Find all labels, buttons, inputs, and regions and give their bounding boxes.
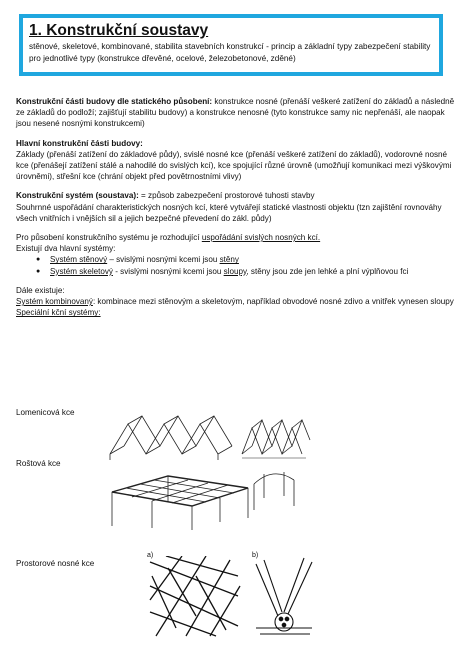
- section-text: Dále existuje:: [16, 285, 65, 295]
- underlined-text: Systém stěnový: [50, 255, 108, 265]
- section-text: Existují dva hlavní systémy:: [16, 244, 116, 254]
- figure-tag-b: b): [252, 552, 259, 559]
- section-text: Základy (přenáší zatížení do základové půdy), svislé nosné kce (přenáší veškeré zatížení do základů), vodorovné nosné kce (přenášejí zatížení stálé a nahodilé do svislých kcí), kce spojující různé úrovně (umožňují komunikaci mezi výškovými úrovněmi), střešní kce (chrání objekt před povětrnostními vlivy): [16, 149, 452, 182]
- paragraph-system-definition: [16, 190, 460, 201]
- paragraph-static-parts: [16, 96, 460, 130]
- document-body: [16, 96, 460, 318]
- underlined-text: sloupy: [223, 266, 247, 276]
- section-heading: Hlavní konstrukční části budovy:: [16, 138, 143, 148]
- list-item: [40, 254, 460, 265]
- paragraph-decisive: [16, 232, 460, 243]
- text-span: – svislými nosnými kcemi jsou: [107, 255, 220, 265]
- joint-node-illustration: [252, 556, 316, 638]
- underlined-text: stěny: [219, 255, 239, 265]
- text-span: : kombinace mezi stěnovým a skeletovým, například obvodové nosné zdivo a vnitřek vynesen sloupy: [92, 297, 454, 307]
- list-item: [40, 266, 460, 277]
- section-heading: Konstrukční části budovy dle statického působení:: [16, 97, 213, 106]
- folded-plate-illustration: [102, 410, 312, 462]
- underlined-text: Systém kombinovaný: [16, 297, 93, 307]
- section-heading: Konstrukční systém (soustava):: [16, 191, 139, 201]
- text-span: - svislými nosnými kcemi jsou: [112, 266, 224, 276]
- paragraph-combined: [16, 296, 460, 307]
- page-title: 1. Konstrukční soustavy: [29, 22, 209, 39]
- text-span: Pro působení konstrukčního systému je rozhodující: [16, 233, 202, 243]
- figure-label-space: Prostorové nosné kce: [16, 559, 95, 568]
- special-systems-heading: Speciální kční systémy:: [16, 308, 101, 318]
- figure-tag-a: a): [147, 552, 154, 559]
- bullet-list: [16, 254, 460, 276]
- grid-structure-illustration: [98, 462, 298, 532]
- section-text: = způsob zabezpečení prostorové tuhosti stavby: [138, 191, 315, 201]
- section-text: Souhrnné uspořádání charakteristických nosných kcí, které vytvářejí statické vlastnosti objektu (tzn zajištění rovnováhy všech vnitřních i vnějších sil a jejich bezpečné převedení do zákl. půdy): [16, 202, 442, 223]
- figure-label-folded: Lomenicová kce: [16, 408, 75, 417]
- figure-label-grid: Roštová kce: [16, 459, 61, 468]
- space-frame-illustration: [146, 556, 242, 638]
- text-span: , stěny jsou zde jen lehké a plní výplňovou fci: [246, 266, 409, 276]
- page-subtitle: stěnové, skeletové, kombinované, stabilita stavebních konstrukcí - princip a základní typy zabezpečení stability pro jednotlivé typy (konstrukce dřevěné, ocelové, železobetonové, zděné): [29, 42, 431, 63]
- underlined-text: Systém skeletový: [50, 266, 113, 276]
- underlined-text: uspořádání svislých nosných kcí.: [201, 233, 321, 243]
- section-text: konstrukce nosné (přenáší veškeré zatížení do základů a následně ze základů do podloží; zajišťují stabilitu budovy) a konstrukce nenosné (tyto konstrukce samy nic nepřenáší, ale naopak jsou nesené nosnými konstrukcemi): [16, 97, 455, 129]
- title-box: [19, 14, 443, 76]
